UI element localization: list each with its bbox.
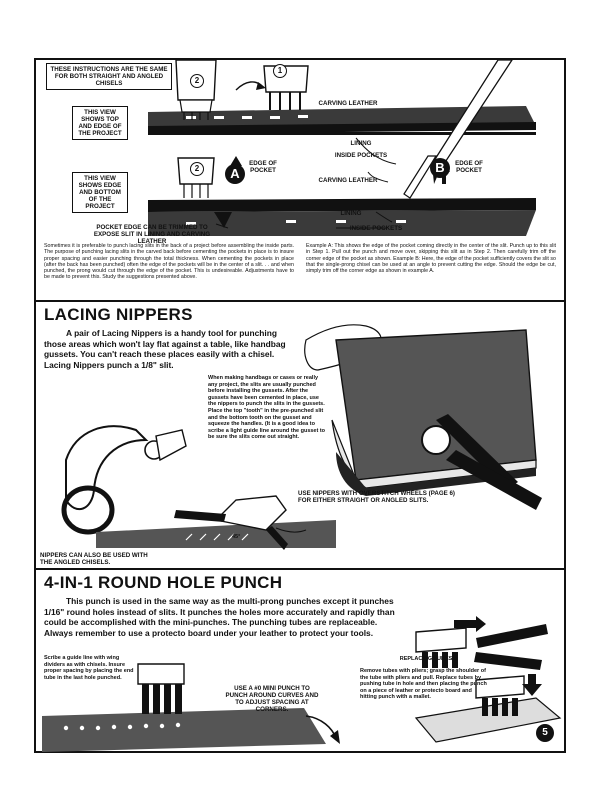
page-frame — [34, 58, 566, 753]
label-top-view: THIS VIEW SHOWS TOP AND EDGE OF THE PROJECT — [72, 106, 128, 140]
label-carving-leather-top: CARVING LEATHER — [318, 100, 378, 107]
use-nippers-note: USE NIPPERS WITH OVERSTITCH WHEELS (PAGE 6) FOR EITHER STRAIGHT OR ANGLED SLITS. — [298, 490, 455, 504]
chisel-diagram — [36, 60, 564, 238]
angle-label: 45° — [232, 534, 241, 540]
label-edge-of-pocket-b: EDGE OF POCKET — [455, 160, 483, 174]
label-trim-note: POCKET EDGE CAN BE TRIMMED TO EXPOSE SLIT IN LINING AND CARVING LEATHER — [93, 224, 211, 245]
page-number: 5 — [536, 724, 554, 742]
label-carving-leather-bottom: CARVING LEATHER — [318, 177, 378, 184]
label-inside-pockets-bottom: INSIDE POCKETS — [349, 225, 403, 232]
lacing-nippers-intro: A pair of Lacing Nippers is a handy tool for punching those areas which won't lay flat against a table, like handbag gussets. You can't reach these places easily with a chisel. Lacing Nippers punch a 1/8" slit. — [44, 328, 286, 370]
paragraph-left: Sometimes it is preferable to punch lacing slits in the back of a project before assembling the inside parts. The purpose of punching lacing slits in the carved back before cementing the pockets in place is to insure proper spacing and easier punching through the total thickness. When cementing the pockets in place (after the back has been punched) often the edge of the pockets will be in the center of a slit. . . and when punched, the prong would cut through the edge of the pocket. This is undesireable. Adjustments have to be made to prevent this. Study the suggestions presented above. — [44, 243, 294, 281]
step-2-marker-bottom: 2 — [190, 162, 204, 176]
scribe-note: Scribe a guide line with wing dividers as with chisels. Insure proper spacing by placing the end tube in the last hole punched. — [44, 655, 134, 681]
step-1-marker: 1 — [273, 64, 287, 78]
nippers-angled-note: NIPPERS CAN ALSO BE USED WITH THE ANGLED CHISELS. — [40, 552, 148, 566]
marker-b: B — [430, 158, 450, 178]
label-lining-bottom: LINING — [340, 210, 362, 217]
round-hole-punch-intro: This punch is used in the same way as the multi-prong punches except it punches 1/16" round holes instead of slits. It punches the holes more accurately and rapidly than could be accomplished with the mini-punches. The punching tubes are replaceable. Always remember to use a protecto board under your leather to protect your tools. — [44, 596, 395, 638]
label-edge-of-pocket-a: EDGE OF POCKET — [249, 160, 277, 174]
replacing-tubes-title: REPLACING TUBES — [399, 656, 453, 662]
lacing-nippers-heading: LACING NIPPERS — [44, 305, 193, 324]
nippers-note: When making handbags or cases or really any project, the slits are usually punched before installing the gussets. After the gussets have been cemented in place, use the nippers to punch the slits in the gussets. Place the top "tooth" in the pre-punched slit and the bottom tooth on the gusset and squeeze the handles. (It is a good idea to scribe a light guide line around the gusset to be sure the slits come out straight. — [208, 375, 326, 441]
label-bottom-view: THIS VIEW SHOWS EDGE AND BOTTOM OF THE PROJECT — [72, 172, 128, 213]
replacing-tubes-body: Remove tubes with pliers; grasp the shoulder of the tube with pliers and pull. Replace tubes by pushing tube in hole and then placing the punch on a piece of leather or protecto board and hitting punch with a mallet. — [360, 668, 487, 701]
label-inside-pockets-top: INSIDE POCKETS — [334, 152, 388, 159]
label-both-chisels: THESE INSTRUCTIONS ARE THE SAME FOR BOTH STRAIGHT AND ANGLED CHISELS — [46, 63, 172, 90]
mini-punch-note: USE A #0 MINI PUNCH TO PUNCH AROUND CURVES AND TO ADJUST SPACING AT CORNERS. — [225, 685, 319, 713]
round-hole-punch-heading: 4-IN-1 ROUND HOLE PUNCH — [44, 573, 283, 592]
label-lining-top: LINING — [350, 140, 372, 147]
step-2-marker-top: 2 — [190, 74, 204, 88]
paragraph-right: Example A: This shows the edge of the pocket coming directly in the center of the slit. Punch up to this slit in Step 1. Pull out the punch and move over, skipping this slit as in Step 2. Then carefully trim off the corner edge of the pocket as shown. Example B: Here, the edge of the pocket sufficiently covers the slit so that the single-prong chisel can be used at an angle to prevent cutting the edge. Should the edge be cut, simply trim off the corner edge as shown in example A. — [306, 243, 556, 275]
marker-a: A — [225, 164, 245, 184]
